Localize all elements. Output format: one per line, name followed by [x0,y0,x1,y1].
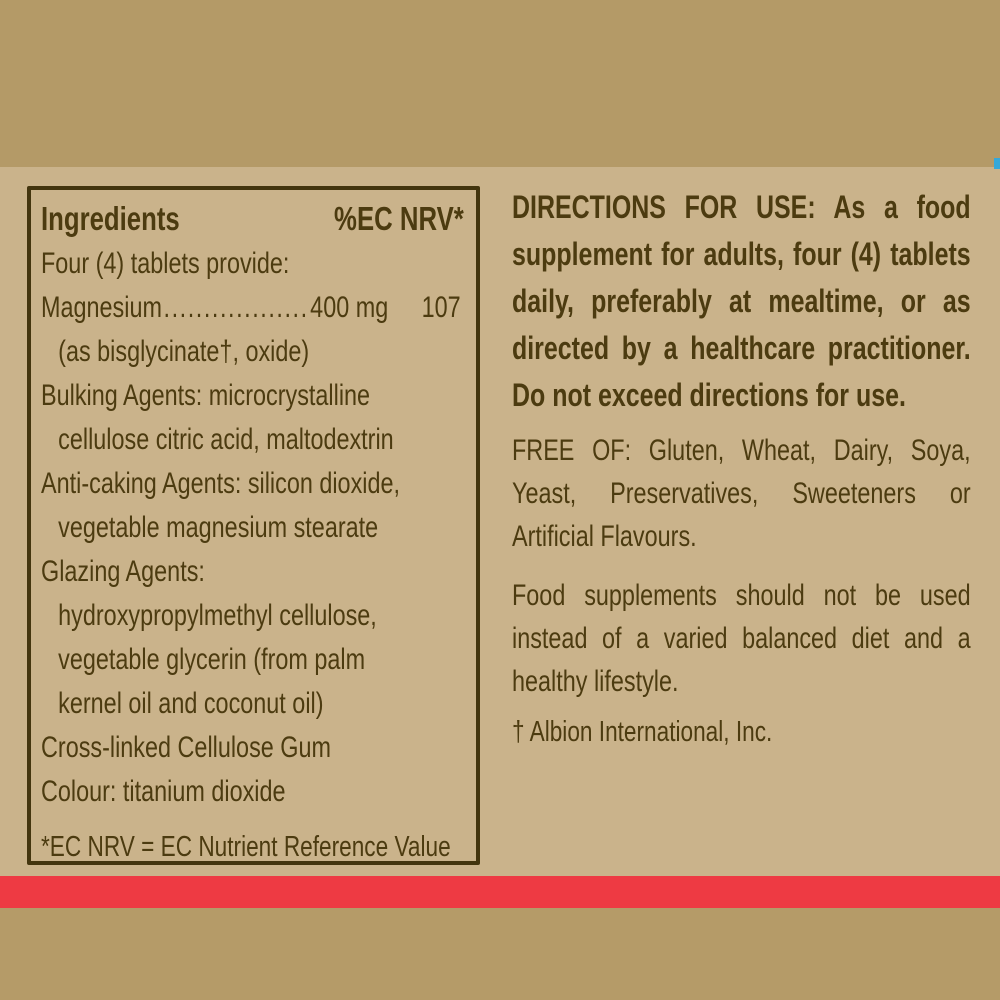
free-of-text: FREE OF: Gluten, Wheat, Dairy, Soya, Yeast, Preservatives, Sweeteners or Artificial Flavours. [512,434,971,553]
nutrient-name: Magnesium [41,291,162,324]
ingredients-header [41,196,475,242]
print-registration-mark [994,158,1000,169]
ingredients-panel [27,186,480,865]
advisory-text: Food supplements should not be used instead of a varied balanced diet and a healthy lifestyle. [512,579,971,698]
ingredient-line: Colour: titanium dioxide [41,775,286,808]
nrv-column-header: %EC NRV* [334,200,464,237]
ingredient-line: Bulking Agents: microcrystalline [41,379,371,412]
bottom-gold-band [0,908,1000,1000]
ingredient-line: Anti-caking Agents: silicon dioxide, [41,467,401,500]
directions-for-use-text: DIRECTIONS FOR USE: As a food supplement for adults, four (4) tablets daily, preferably at mealtime, or as directed by a healthcare practitioner. Do not exceed directions for use. [512,189,971,413]
ingredient-line: vegetable glycerin (from palm [58,643,366,676]
ingredient-line: cellulose citric acid, maltodextrin [58,423,394,456]
nutrient-nrv-value: 107 [421,291,461,324]
albion-trademark-note: † Albion International, Inc. [512,716,773,748]
serving-statement: Four (4) tablets provide: [41,247,290,280]
red-divider-stripe [0,876,1000,908]
ingredient-line: hydroxypropylmethyl cellulose, [58,599,377,632]
directions-panel [512,184,971,754]
nutrient-amount: 400 mg [310,291,389,324]
top-gold-band [0,0,1000,167]
ingredient-line: (as bisglycinate†, oxide) [58,335,310,368]
dot-leader: .................. [163,291,309,324]
ingredient-line: kernel oil and coconut oil) [58,687,324,720]
ingredient-line: Glazing Agents: [41,555,205,588]
ingredients-title: Ingredients [41,200,180,237]
ingredient-line: vegetable magnesium stearate [58,511,379,544]
nrv-footnote: *EC NRV = EC Nutrient Reference Value [41,831,451,863]
magnesium-row [41,286,475,330]
ingredient-line: Cross-linked Cellulose Gum [41,731,332,764]
